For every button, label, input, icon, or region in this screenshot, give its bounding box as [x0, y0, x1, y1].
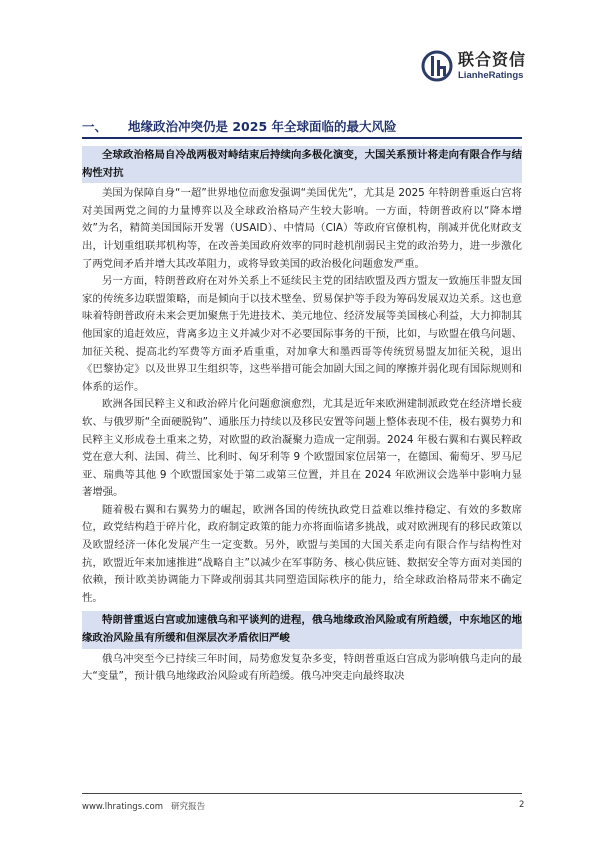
footer-site-link[interactable]: www.lhratings.com [82, 802, 163, 812]
body-paragraph: 俄乌冲突至今已持续三年时间，局势愈发复杂多变，特朗普重返白宫成为影响俄乌走向的最大“变量”，预计俄乌地缘政治风险或有所趋缓。俄乌冲突走向最终取决 [82, 652, 522, 683]
section-heading [82, 116, 522, 136]
logo-english-name: LianheRatings [458, 69, 524, 81]
body-paragraph: 美国为保障自身“一超”世界地位而愈发强调“美国优先”，尤其是 2025 年特朗普重返白宫将对美国两党之间的力量博弈以及全球政治格局产生较大影响。一方面，特朗普政府以“降本增效”为名，精简美国国际开发署（USAID）、中情局（CIA）等政府官僚机构，削减并优化财政支出，计划重组联邦机构等，在改善美国政府效率的同时趁机削弱民主党的政治势力，进一步激化了两党间矛盾并增大其改革阻力，或将导致美国的政治极化问题愈发严重。 [82, 187, 522, 270]
footer-divider [82, 793, 522, 794]
footer-info [82, 800, 205, 812]
section-number: 一、 [82, 119, 108, 134]
body-paragraph: 随着极右翼和右翼势力的崛起，欧洲各国的传统执政党日益难以维持稳定、有效的多数席位，政党结构趋于碎片化，政府制定政策的能力亦将面临诸多挑战，或对欧洲现有的移民政策以及欧盟经济一体化发展产生一定变数。另外，欧盟与美国的大国关系走向有限合作与结构性对抗，欧盟近年来加速推进“战略自主”以减少在军事防务、核心供应链、数据安全等方面对美国的依赖，预计欧美协调能力下降或削弱其共同塑造国际秩序的能力，给全球政治格局带来不确定性。 [82, 503, 522, 604]
section-divider [82, 137, 522, 139]
logo-chinese-name: 联合资信 [458, 49, 527, 69]
body-paragraph: 欧洲各国民粹主义和政治碎片化问题愈演愈烈，尤其是近年来欧洲建制派政党在经济增长疲软、与俄罗斯“全面硬脱钩”、通胀压力持续以及移民安置等问题上整体表现不佳，极右翼势力和民粹主义形成卷土重来之势，对欧盟的政治凝聚力造成一定削弱。2024 年极右翼和右翼民粹政党在意大利、法国、荷兰、比利时、匈牙利等 9 个欧盟国家位居第一，在德国、葡萄牙、罗马尼亚、瑞典等其他 9 个欧盟国家处于第二或第三位置，并且在 2024 年欧洲议会选举中影响力显著增强。 [82, 398, 522, 499]
company-logo [421, 46, 556, 86]
body-paragraph: 另一方面，特朗普政府在对外关系上不延续民主党的团结欧盟及西方盟友一致施压非盟友国家的传统多边联盟策略，而是倾向于以技术壁垒、贸易保护等手段为筹码发展双边关系。这也意味着特朗普政府未来会更加聚焦于先进技术、美元地位、经济发展等美国核心利益，大力抑制其他国家的追赶效应，背离多边主义并减少对不必要国际事务的干预，比如，与欧盟在俄乌问题、加征关税、提高北约军费等方面矛盾重重，对加拿大和墨西哥等传统贸易盟友加征关税，退出《巴黎协定》以及世界卫生组织等，这些举措可能会加剧大国之间的摩擦并弱化现有国际规则和体系的运作。 [82, 275, 522, 393]
report-body [82, 142, 522, 686]
section-title: 地缘政治冲突仍是 2025 年全球面临的最大风险 [128, 119, 397, 134]
lianhe-logo-icon [421, 50, 453, 82]
footer-doc-type: 研究报告 [171, 802, 206, 812]
page-number: 2 [519, 800, 525, 810]
subheading-band: 特朗普重返白宫或加速俄乌和平谈判的进程，俄乌地缘政治风险或有所趋缓，中东地区的地缘政治风险虽有所缓和但深层次矛盾依旧严峻 [82, 611, 522, 648]
subheading-band: 全球政治格局自冷战两极对峙结束后持续向多极化演变，大国关系预计将走向有限合作与结构性对抗 [82, 146, 522, 183]
